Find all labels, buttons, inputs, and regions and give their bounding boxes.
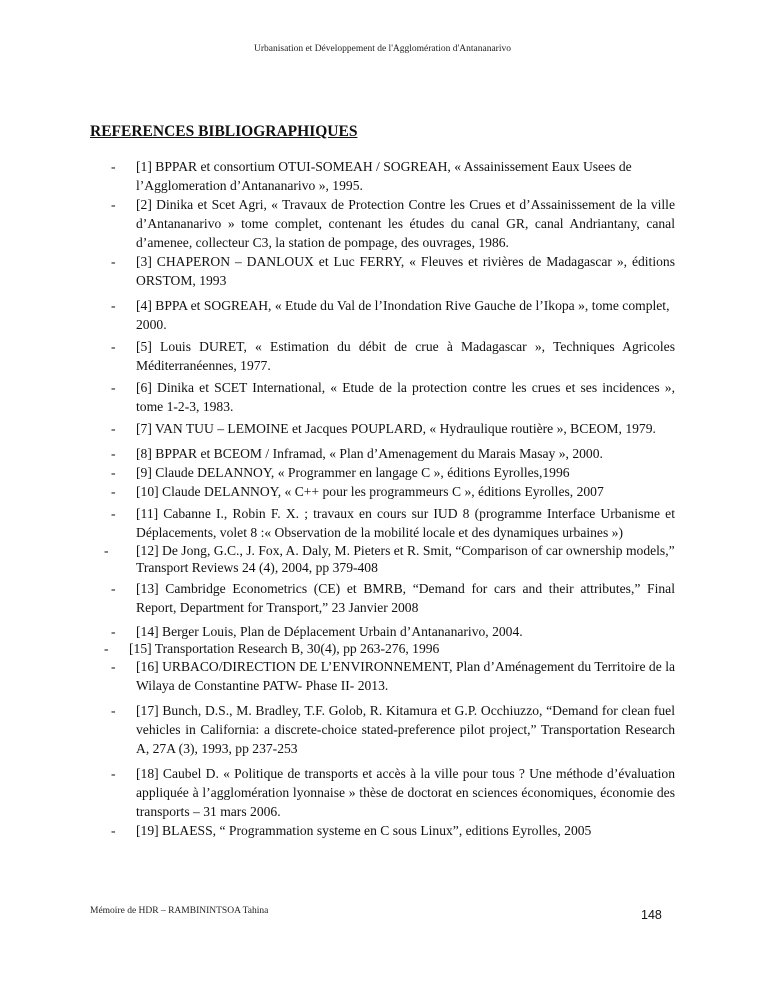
reference-item (111, 444, 675, 463)
footer-author: Mémoire de HDR – RAMBININTSOA Tahina (90, 906, 269, 916)
reference-item (104, 640, 675, 657)
reference-item (111, 504, 675, 542)
bullet-dash: - (111, 506, 116, 521)
bullet-dash: - (104, 543, 109, 558)
running-header: Urbanisation et Développement de l'Agglomération d'Antananarivo (254, 44, 511, 54)
bullet-dash: - (111, 624, 116, 639)
reference-item (111, 195, 675, 252)
bullet-dash: - (111, 254, 116, 269)
reference-text: [16] URBACO/DIRECTION DE L’ENVIRONNEMENT, Plan d’Aménagement du Territoire de la Wilaya de Constantine PATW- Phase II- 2013. (136, 659, 675, 693)
reference-item (111, 252, 675, 290)
reference-item (111, 296, 675, 334)
reference-text: [2] Dinika et Scet Agri, « Travaux de Protection Contre les Crues et d’Assainissement de la ville d’Antananarivo » tome complet, contenant les études du canal GR, canal Andriantany, canal d’amenee, collecteur C3, la station de pompage, des ouvrages, 1986. (136, 197, 675, 250)
reference-text: [12] De Jong, G.C., J. Fox, A. Daly, M. Pieters et R. Smit, “Comparison of car ownership models,” Transport Reviews 24 (4), 2004, pp 379-408 (136, 543, 675, 575)
reference-text: [3] CHAPERON – DANLOUX et Luc FERRY, « Fleuves et rivières de Madagascar », éditions ORSTOM, 1993 (136, 254, 675, 288)
reference-item (111, 419, 675, 438)
reference-item (111, 579, 675, 617)
bullet-dash: - (111, 446, 116, 461)
bullet-dash: - (111, 659, 116, 674)
reference-text: [9] Claude DELANNOY, « Programmer en langage C », éditions Eyrolles,1996 (136, 465, 570, 480)
reference-item (111, 157, 675, 195)
bullet-dash: - (111, 159, 116, 174)
reference-item (111, 378, 675, 416)
bullet-dash: - (111, 766, 116, 781)
bullet-dash: - (104, 641, 109, 656)
bullet-dash: - (111, 298, 116, 313)
reference-item (111, 482, 675, 501)
reference-text: [19] BLAESS, “ Programmation systeme en C sous Linux”, editions Eyrolles, 2005 (136, 823, 592, 838)
reference-item (111, 821, 675, 840)
reference-item (111, 764, 675, 821)
bullet-dash: - (111, 339, 116, 354)
bullet-dash: - (111, 823, 116, 838)
section-title: REFERENCES BIBLIOGRAPHIQUES (90, 123, 358, 140)
reference-item (111, 463, 675, 482)
reference-item (104, 542, 708, 576)
bullet-dash: - (111, 465, 116, 480)
reference-item (111, 623, 675, 640)
bullet-dash: - (111, 484, 116, 499)
reference-text: [14] Berger Louis, Plan de Déplacement Urbain d’Antananarivo, 2004. (136, 624, 523, 639)
reference-text: [5] Louis DURET, « Estimation du débit de crue à Madagascar », Techniques Agricoles Méditerranéennes, 1977. (136, 339, 675, 373)
reference-item (111, 657, 675, 695)
reference-text: [13] Cambridge Econometrics (CE) et BMRB, “Demand for cars and their attributes,” Final Report, Department for Transport,” 23 Janvier 2008 (136, 581, 675, 615)
bullet-dash: - (111, 421, 116, 436)
reference-text: [17] Bunch, D.S., M. Bradley, T.F. Golob, R. Kitamura et G.P. Occhiuzzo, “Demand for clean fuel vehicles in California: a discrete-choice stated-preference pilot project,” Transportation Research A, 27A (3), 1993, pp 237-253 (136, 703, 675, 756)
reference-list (104, 157, 675, 840)
bullet-dash: - (111, 703, 116, 718)
reference-text: [11] Cabanne I., Robin F. X. ; travaux en cours sur IUD 8 (programme Interface Urbanisme et Déplacements, volet 8 :« Observation de la mobilité locale et des dynamiques urbaines ») (136, 506, 675, 540)
reference-item (111, 701, 675, 758)
reference-text: [6] Dinika et SCET International, « Etude de la protection contre les crues et ses incidences », tome 1-2-3, 1983. (136, 380, 675, 414)
page-number: 148 (641, 908, 662, 922)
reference-text: [4] BPPA et SOGREAH, « Etude du Val de l’Inondation Rive Gauche de l’Ikopa », tome complet, 2000. (136, 298, 670, 332)
bullet-dash: - (111, 581, 116, 596)
reference-text: [18] Caubel D. « Politique de transports et accès à la ville pour tous ? Une méthode d’évaluation appliquée à l’agglomération lyonnaise » thèse de doctorat en sciences économiques, économie des transports – 31 mars 2006. (136, 766, 675, 819)
bullet-dash: - (111, 380, 116, 395)
reference-text: [1] BPPAR et consortium OTUI-SOMEAH / SOGREAH, « Assainissement Eaux Usees de l’Agglomeration d’Antananarivo », 1995. (136, 159, 632, 193)
reference-text: [15] Transportation Research B, 30(4), pp 263-276, 1996 (129, 641, 440, 656)
reference-item (111, 337, 675, 375)
bullet-dash: - (111, 197, 116, 212)
reference-text: [8] BPPAR et BCEOM / Inframad, « Plan d’Amenagement du Marais Masay », 2000. (136, 446, 603, 461)
reference-text: [7] VAN TUU – LEMOINE et Jacques POUPLARD, « Hydraulique routière », BCEOM, 1979. (136, 421, 656, 436)
reference-text: [10] Claude DELANNOY, « C++ pour les programmeurs C », éditions Eyrolles, 2007 (136, 484, 604, 499)
